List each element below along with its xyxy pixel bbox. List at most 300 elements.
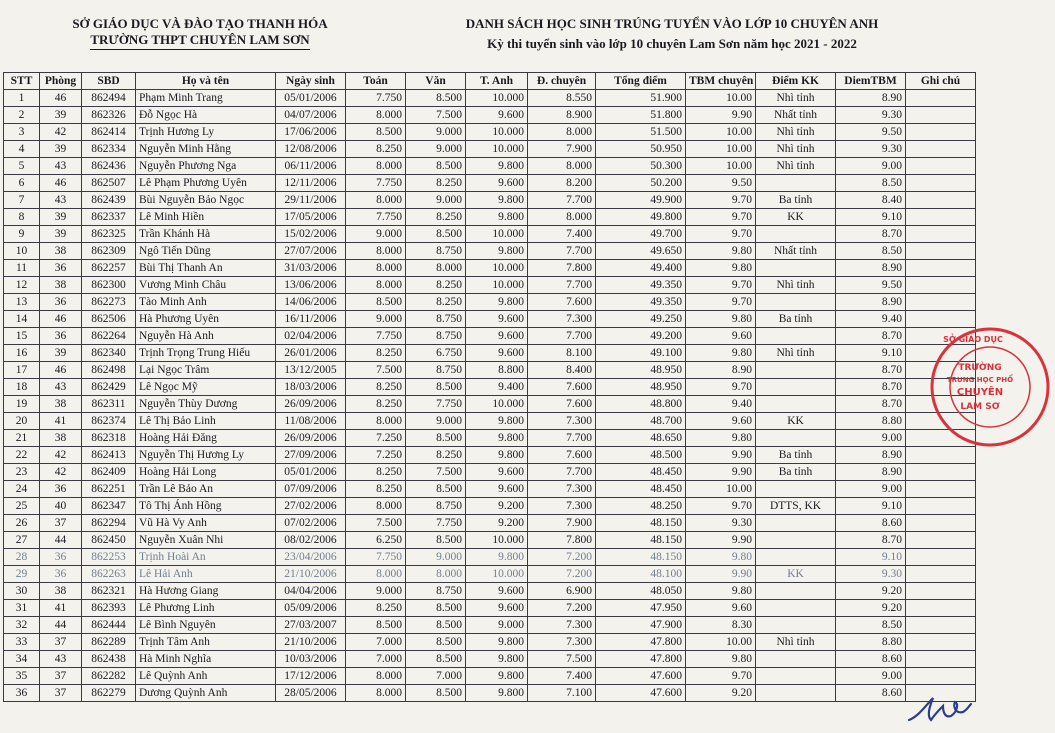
- total-cell: 49.400: [596, 260, 686, 277]
- dob-cell: 05/01/2006: [276, 90, 346, 107]
- sbd-cell: 862334: [82, 141, 136, 158]
- room-cell: 43: [40, 158, 82, 175]
- table-row: [4, 549, 976, 566]
- stt-cell: 4: [4, 141, 40, 158]
- room-cell: 38: [40, 277, 82, 294]
- english-cell: 8.800: [466, 362, 528, 379]
- tbm-specialized-cell: 8.90: [686, 362, 756, 379]
- math-cell: 8.000: [346, 260, 406, 277]
- sbd-cell: 862429: [82, 379, 136, 396]
- total-cell: 47.600: [596, 668, 686, 685]
- stt-cell: 16: [4, 345, 40, 362]
- table-row: [4, 345, 976, 362]
- literature-cell: 8.500: [406, 481, 466, 498]
- name-cell: Trần Lê Bảo An: [136, 481, 276, 498]
- specialized-cell: 7.200: [528, 600, 596, 617]
- english-cell: 10.000: [466, 90, 528, 107]
- tbm-specialized-cell: 9.70: [686, 192, 756, 209]
- specialized-cell: 7.600: [528, 447, 596, 464]
- dob-cell: 04/07/2006: [276, 107, 346, 124]
- math-cell: 9.000: [346, 583, 406, 600]
- name-cell: Nguyễn Hà Anh: [136, 328, 276, 345]
- bonus-cell: Nhì tỉnh: [756, 277, 836, 294]
- stt-cell: 33: [4, 634, 40, 651]
- table-row: [4, 447, 976, 464]
- stt-cell: 13: [4, 294, 40, 311]
- math-cell: 8.000: [346, 413, 406, 430]
- sbd-cell: 862264: [82, 328, 136, 345]
- specialized-cell: 7.600: [528, 294, 596, 311]
- literature-cell: 8.500: [406, 430, 466, 447]
- column-header: Đ. chuyên: [528, 73, 596, 90]
- name-cell: Trịnh Hương Ly: [136, 124, 276, 141]
- stt-cell: 24: [4, 481, 40, 498]
- literature-cell: 8.500: [406, 685, 466, 702]
- specialized-cell: 6.900: [528, 583, 596, 600]
- english-cell: 9.600: [466, 345, 528, 362]
- average-cell: 8.50: [836, 175, 906, 192]
- total-cell: 49.900: [596, 192, 686, 209]
- bonus-cell: [756, 515, 836, 532]
- column-header: Họ và tên: [136, 73, 276, 90]
- english-cell: 9.800: [466, 447, 528, 464]
- bonus-cell: Ba tỉnh: [756, 447, 836, 464]
- specialized-cell: 7.900: [528, 141, 596, 158]
- note-cell: [906, 515, 976, 532]
- math-cell: 8.500: [346, 124, 406, 141]
- name-cell: Lê Bình Nguyên: [136, 617, 276, 634]
- total-cell: 51.900: [596, 90, 686, 107]
- name-cell: Nguyễn Thị Hương Ly: [136, 447, 276, 464]
- math-cell: 8.250: [346, 379, 406, 396]
- dob-cell: 14/06/2006: [276, 294, 346, 311]
- bonus-cell: [756, 430, 836, 447]
- english-cell: 9.800: [466, 243, 528, 260]
- dob-cell: 21/10/2006: [276, 634, 346, 651]
- sbd-cell: 862507: [82, 175, 136, 192]
- room-cell: 39: [40, 345, 82, 362]
- literature-cell: 8.250: [406, 447, 466, 464]
- bonus-cell: Nhất tỉnh: [756, 107, 836, 124]
- stt-cell: 12: [4, 277, 40, 294]
- room-cell: 39: [40, 226, 82, 243]
- tbm-specialized-cell: 9.70: [686, 668, 756, 685]
- name-cell: Tô Thị Ánh Hồng: [136, 498, 276, 515]
- tbm-specialized-cell: 8.30: [686, 617, 756, 634]
- name-cell: Lại Ngọc Trâm: [136, 362, 276, 379]
- average-cell: 9.30: [836, 141, 906, 158]
- stt-cell: 20: [4, 413, 40, 430]
- table-row: [4, 209, 976, 226]
- name-cell: Hà Phương Uyên: [136, 311, 276, 328]
- room-cell: 41: [40, 600, 82, 617]
- table-row: [4, 481, 976, 498]
- literature-cell: 8.250: [406, 209, 466, 226]
- bonus-cell: Ba tỉnh: [756, 464, 836, 481]
- sbd-cell: 862257: [82, 260, 136, 277]
- average-cell: 8.90: [836, 260, 906, 277]
- specialized-cell: 7.300: [528, 311, 596, 328]
- svg-text:CHUYÊN: CHUYÊN: [956, 387, 1004, 398]
- average-cell: 8.70: [836, 396, 906, 413]
- tbm-specialized-cell: 9.70: [686, 277, 756, 294]
- stt-cell: 8: [4, 209, 40, 226]
- total-cell: 49.350: [596, 277, 686, 294]
- note-cell: [906, 141, 976, 158]
- literature-cell: 8.000: [406, 566, 466, 583]
- stt-cell: 21: [4, 430, 40, 447]
- sbd-cell: 862289: [82, 634, 136, 651]
- math-cell: 8.250: [346, 345, 406, 362]
- bonus-cell: [756, 583, 836, 600]
- math-cell: 7.250: [346, 430, 406, 447]
- name-cell: Nguyễn Minh Hằng: [136, 141, 276, 158]
- math-cell: 7.750: [346, 209, 406, 226]
- tbm-specialized-cell: 9.70: [686, 498, 756, 515]
- sbd-cell: 862413: [82, 447, 136, 464]
- sbd-cell: 862279: [82, 685, 136, 702]
- stt-cell: 19: [4, 396, 40, 413]
- total-cell: 51.800: [596, 107, 686, 124]
- stt-cell: 3: [4, 124, 40, 141]
- english-cell: 9.600: [466, 328, 528, 345]
- specialized-cell: 8.900: [528, 107, 596, 124]
- tbm-specialized-cell: 9.80: [686, 549, 756, 566]
- bonus-cell: KK: [756, 413, 836, 430]
- tbm-specialized-cell: 10.00: [686, 634, 756, 651]
- stt-cell: 6: [4, 175, 40, 192]
- room-cell: 36: [40, 260, 82, 277]
- stt-cell: 27: [4, 532, 40, 549]
- table-row: [4, 243, 976, 260]
- english-cell: 9.800: [466, 549, 528, 566]
- sbd-cell: 862438: [82, 651, 136, 668]
- sbd-cell: 862340: [82, 345, 136, 362]
- table-row: [4, 277, 976, 294]
- english-cell: 10.000: [466, 226, 528, 243]
- table-row: [4, 124, 976, 141]
- note-cell: [906, 617, 976, 634]
- specialized-cell: 7.300: [528, 498, 596, 515]
- total-cell: 48.150: [596, 532, 686, 549]
- average-cell: 9.20: [836, 583, 906, 600]
- math-cell: 8.500: [346, 294, 406, 311]
- stt-cell: 23: [4, 464, 40, 481]
- sbd-cell: 862318: [82, 430, 136, 447]
- document-title: DANH SÁCH HỌC SINH TRÚNG TUYỂN VÀO LỚP 10 CHUYÊN ANH: [465, 16, 879, 31]
- room-cell: 43: [40, 651, 82, 668]
- literature-cell: 8.500: [406, 532, 466, 549]
- bonus-cell: Nhất tỉnh: [756, 243, 836, 260]
- dob-cell: 12/08/2006: [276, 141, 346, 158]
- tbm-specialized-cell: 9.70: [686, 209, 756, 226]
- stt-cell: 28: [4, 549, 40, 566]
- table-row: [4, 158, 976, 175]
- room-cell: 36: [40, 566, 82, 583]
- table-row: [4, 396, 976, 413]
- literature-cell: 8.750: [406, 243, 466, 260]
- specialized-cell: 7.800: [528, 260, 596, 277]
- average-cell: 9.20: [836, 600, 906, 617]
- english-cell: 9.800: [466, 634, 528, 651]
- math-cell: 8.000: [346, 107, 406, 124]
- specialized-cell: 7.200: [528, 549, 596, 566]
- dob-cell: 07/09/2006: [276, 481, 346, 498]
- table-row: [4, 328, 976, 345]
- room-cell: 46: [40, 175, 82, 192]
- total-cell: 49.350: [596, 294, 686, 311]
- name-cell: Lê Phương Linh: [136, 600, 276, 617]
- math-cell: 8.250: [346, 464, 406, 481]
- table-row: [4, 175, 976, 192]
- room-cell: 42: [40, 464, 82, 481]
- literature-cell: 9.000: [406, 413, 466, 430]
- bonus-cell: [756, 549, 836, 566]
- table-row: [4, 294, 976, 311]
- english-cell: 9.400: [466, 379, 528, 396]
- total-cell: 47.800: [596, 651, 686, 668]
- literature-cell: 7.000: [406, 668, 466, 685]
- stt-cell: 29: [4, 566, 40, 583]
- average-cell: 8.90: [836, 447, 906, 464]
- table-row: [4, 685, 976, 702]
- table-row: [4, 362, 976, 379]
- total-cell: 48.500: [596, 447, 686, 464]
- total-cell: 49.100: [596, 345, 686, 362]
- average-cell: 9.00: [836, 158, 906, 175]
- name-cell: Lê Ngọc Mỹ: [136, 379, 276, 396]
- average-cell: 9.00: [836, 481, 906, 498]
- note-cell: [906, 498, 976, 515]
- average-cell: 8.40: [836, 192, 906, 209]
- english-cell: 9.800: [466, 192, 528, 209]
- literature-cell: 8.750: [406, 583, 466, 600]
- sbd-cell: 862444: [82, 617, 136, 634]
- name-cell: Hà Hương Giang: [136, 583, 276, 600]
- math-cell: 8.250: [346, 600, 406, 617]
- tbm-specialized-cell: 10.00: [686, 158, 756, 175]
- bonus-cell: [756, 362, 836, 379]
- total-cell: 49.250: [596, 311, 686, 328]
- name-cell: Lê Quỳnh Anh: [136, 668, 276, 685]
- table-row: [4, 651, 976, 668]
- name-cell: Nguyễn Xuân Nhi: [136, 532, 276, 549]
- dob-cell: 17/05/2006: [276, 209, 346, 226]
- sbd-cell: 862273: [82, 294, 136, 311]
- name-cell: Dương Quỳnh Anh: [136, 685, 276, 702]
- literature-cell: 7.750: [406, 515, 466, 532]
- english-cell: 10.000: [466, 532, 528, 549]
- room-cell: 37: [40, 634, 82, 651]
- sbd-cell: 862506: [82, 311, 136, 328]
- tbm-specialized-cell: 9.80: [686, 243, 756, 260]
- tbm-specialized-cell: 9.20: [686, 685, 756, 702]
- room-cell: 43: [40, 192, 82, 209]
- bonus-cell: [756, 685, 836, 702]
- total-cell: 48.700: [596, 413, 686, 430]
- sbd-cell: 862309: [82, 243, 136, 260]
- bonus-cell: Nhì tỉnh: [756, 141, 836, 158]
- specialized-cell: 7.300: [528, 413, 596, 430]
- tbm-specialized-cell: 10.00: [686, 124, 756, 141]
- stt-cell: 9: [4, 226, 40, 243]
- note-cell: [906, 668, 976, 685]
- average-cell: 8.70: [836, 226, 906, 243]
- column-header: Ngày sinh: [276, 73, 346, 90]
- table-row: [4, 583, 976, 600]
- name-cell: Vương Minh Châu: [136, 277, 276, 294]
- dob-cell: 31/03/2006: [276, 260, 346, 277]
- literature-cell: 8.000: [406, 260, 466, 277]
- specialized-cell: 7.700: [528, 243, 596, 260]
- stt-cell: 30: [4, 583, 40, 600]
- sbd-cell: 862337: [82, 209, 136, 226]
- specialized-cell: 8.000: [528, 158, 596, 175]
- literature-cell: 8.500: [406, 617, 466, 634]
- bonus-cell: Nhì tỉnh: [756, 124, 836, 141]
- average-cell: 9.30: [836, 566, 906, 583]
- total-cell: 48.150: [596, 549, 686, 566]
- table-row: [4, 413, 976, 430]
- dob-cell: 27/02/2006: [276, 498, 346, 515]
- total-cell: 48.100: [596, 566, 686, 583]
- dob-cell: 26/01/2006: [276, 345, 346, 362]
- room-cell: 39: [40, 107, 82, 124]
- specialized-cell: 8.200: [528, 175, 596, 192]
- column-header: Tổng điểm: [596, 73, 686, 90]
- specialized-cell: 8.000: [528, 209, 596, 226]
- tbm-specialized-cell: 9.60: [686, 328, 756, 345]
- name-cell: Hà Minh Nghĩa: [136, 651, 276, 668]
- column-header: DiemTBM: [836, 73, 906, 90]
- bonus-cell: [756, 379, 836, 396]
- total-cell: 48.800: [596, 396, 686, 413]
- tbm-specialized-cell: 9.60: [686, 600, 756, 617]
- specialized-cell: 7.700: [528, 328, 596, 345]
- note-cell: [906, 90, 976, 107]
- note-cell: [906, 192, 976, 209]
- bonus-cell: Nhì tỉnh: [756, 634, 836, 651]
- dob-cell: 05/09/2006: [276, 600, 346, 617]
- literature-cell: 7.500: [406, 464, 466, 481]
- sbd-cell: 862450: [82, 532, 136, 549]
- room-cell: 37: [40, 685, 82, 702]
- english-cell: 10.000: [466, 141, 528, 158]
- specialized-cell: 7.700: [528, 192, 596, 209]
- note-cell: [906, 532, 976, 549]
- tbm-specialized-cell: 9.90: [686, 107, 756, 124]
- english-cell: 10.000: [466, 277, 528, 294]
- stt-cell: 35: [4, 668, 40, 685]
- stt-cell: 14: [4, 311, 40, 328]
- specialized-cell: 7.700: [528, 277, 596, 294]
- tbm-specialized-cell: 9.40: [686, 396, 756, 413]
- dob-cell: 18/03/2006: [276, 379, 346, 396]
- name-cell: Lê Phạm Phương Uyên: [136, 175, 276, 192]
- sbd-cell: 862498: [82, 362, 136, 379]
- bonus-cell: Ba tỉnh: [756, 192, 836, 209]
- math-cell: 7.000: [346, 634, 406, 651]
- note-cell: [906, 549, 976, 566]
- column-header: T. Anh: [466, 73, 528, 90]
- average-cell: 8.90: [836, 90, 906, 107]
- total-cell: 47.950: [596, 600, 686, 617]
- literature-cell: 8.500: [406, 90, 466, 107]
- specialized-cell: 7.600: [528, 379, 596, 396]
- total-cell: 51.500: [596, 124, 686, 141]
- literature-cell: 8.750: [406, 498, 466, 515]
- column-header: TBM chuyên: [686, 73, 756, 90]
- tbm-specialized-cell: 9.80: [686, 583, 756, 600]
- literature-cell: 7.750: [406, 396, 466, 413]
- dob-cell: 27/09/2006: [276, 447, 346, 464]
- table-row: [4, 226, 976, 243]
- column-header: Phòng: [40, 73, 82, 90]
- literature-cell: 8.250: [406, 175, 466, 192]
- table-row: [4, 379, 976, 396]
- name-cell: Trịnh Tâm Anh: [136, 634, 276, 651]
- sbd-cell: 862263: [82, 566, 136, 583]
- sbd-cell: 862321: [82, 583, 136, 600]
- room-cell: 42: [40, 447, 82, 464]
- sbd-cell: 862326: [82, 107, 136, 124]
- literature-cell: 9.000: [406, 192, 466, 209]
- table-row: [4, 515, 976, 532]
- english-cell: 10.000: [466, 260, 528, 277]
- literature-cell: 6.750: [406, 345, 466, 362]
- stt-cell: 10: [4, 243, 40, 260]
- room-cell: 38: [40, 243, 82, 260]
- specialized-cell: 7.400: [528, 668, 596, 685]
- tbm-specialized-cell: 10.00: [686, 481, 756, 498]
- dob-cell: 26/09/2006: [276, 430, 346, 447]
- tbm-specialized-cell: 9.80: [686, 260, 756, 277]
- stt-cell: 26: [4, 515, 40, 532]
- sbd-cell: 862436: [82, 158, 136, 175]
- dob-cell: 21/10/2006: [276, 566, 346, 583]
- english-cell: 9.800: [466, 413, 528, 430]
- column-header: Toán: [346, 73, 406, 90]
- specialized-cell: 7.900: [528, 515, 596, 532]
- tbm-specialized-cell: 9.90: [686, 566, 756, 583]
- room-cell: 38: [40, 583, 82, 600]
- english-cell: 9.600: [466, 175, 528, 192]
- total-cell: 48.250: [596, 498, 686, 515]
- average-cell: 8.70: [836, 362, 906, 379]
- stt-cell: 17: [4, 362, 40, 379]
- stt-cell: 11: [4, 260, 40, 277]
- total-cell: 48.150: [596, 515, 686, 532]
- english-cell: 9.800: [466, 685, 528, 702]
- tbm-specialized-cell: 9.80: [686, 345, 756, 362]
- table-row: [4, 634, 976, 651]
- average-cell: 9.10: [836, 498, 906, 515]
- dob-cell: 12/11/2006: [276, 175, 346, 192]
- stt-cell: 2: [4, 107, 40, 124]
- name-cell: Trịnh Trọng Trung Hiếu: [136, 345, 276, 362]
- dob-cell: 17/06/2006: [276, 124, 346, 141]
- bonus-cell: Ba tỉnh: [756, 311, 836, 328]
- english-cell: 9.000: [466, 617, 528, 634]
- room-cell: 44: [40, 532, 82, 549]
- dob-cell: 04/04/2006: [276, 583, 346, 600]
- table-row: [4, 107, 976, 124]
- sbd-cell: 862300: [82, 277, 136, 294]
- literature-cell: 8.500: [406, 634, 466, 651]
- column-header: STT: [4, 73, 40, 90]
- english-cell: 10.000: [466, 124, 528, 141]
- note-cell: [906, 260, 976, 277]
